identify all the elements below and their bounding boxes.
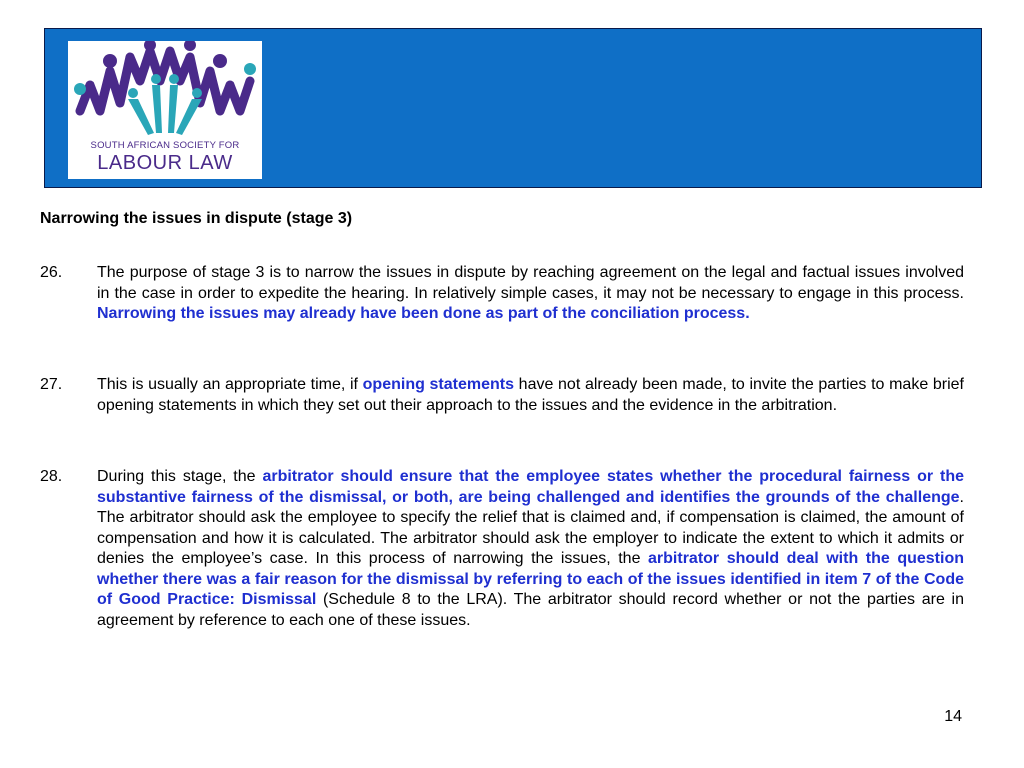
paragraph-28 <box>40 467 964 631</box>
paragraph-text: have not already been made, to invite the parties to make brief opening statements in which they set out their approach to the issues and the evidence in the arbitration. <box>97 376 965 414</box>
logo-text-line1: SOUTH AFRICAN SOCIETY FOR <box>90 140 240 151</box>
paragraph-text: During this stage, the <box>97 468 263 485</box>
paragraph-number: 27. <box>40 376 63 393</box>
paragraph-body <box>97 263 964 325</box>
paragraph-27 <box>40 375 964 416</box>
paragraph-number: 26. <box>40 264 63 281</box>
highlighted-text: Narrowing the issues may already have been done as part of the conciliation process. <box>97 305 750 322</box>
page-number: 14 <box>944 708 962 725</box>
highlighted-text: arbitrator should ensure that the employee states whether the procedural fairness or the substantive fairness of the dismissal, or both, are being challenged and identifies the grounds of the challenge <box>97 468 964 506</box>
paragraph-body <box>97 467 964 631</box>
highlighted-text: opening statements <box>362 376 515 393</box>
paragraph-number: 28. <box>40 468 63 485</box>
society-logo <box>68 41 262 179</box>
highlighted-text: arbitrator should deal with the question whether there was a fair reason for the dismissal by referring to each of the issues identified in item 7 of the Code of Good Practice: Dismissal <box>97 550 964 608</box>
section-heading: Narrowing the issues in dispute (stage 3) <box>40 210 353 227</box>
paragraph-text: This is usually an appropriate time, if <box>97 376 363 393</box>
paragraph-text: . The arbitrator should ask the employee to specify the relief that is claimed and, if compensation is claimed, the amount of compensation and how it is calculated. The arbitrator should ask the employer to indicate the extent to which it admits or denies the employee’s case. In this process of narrowing the issues, the <box>97 488 964 567</box>
paragraph-text: (Schedule 8 to the LRA). The arbitrator should record whether or not the parties are in agreement by reference to each one of these issues. <box>97 591 964 629</box>
logo-text-line2: LABOUR LAW <box>97 152 233 174</box>
paragraph-text: The purpose of stage 3 is to narrow the issues in dispute by reaching agreement on the legal and factual issues involved in the case in order to expedite the hearing. In relatively simple cases, it may not be necessary to engage in this process. <box>97 264 964 302</box>
paragraph-26 <box>40 263 964 325</box>
paragraph-body <box>97 375 964 416</box>
